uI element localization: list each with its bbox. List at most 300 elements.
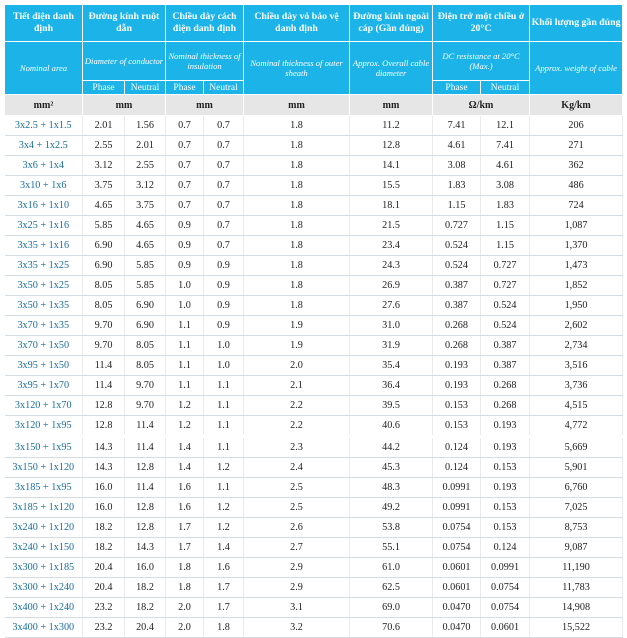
cell-resistance-phase: 0.0470 <box>433 618 481 638</box>
cell-resistance-neutral: 0.387 <box>481 336 530 356</box>
table-row <box>5 518 623 538</box>
table-header <box>5 5 623 116</box>
table-row <box>5 498 623 518</box>
cell-size: 3x95 + 1x50 <box>5 356 83 376</box>
cell-sheath: 1.9 <box>244 336 350 356</box>
cell-weight: 271 <box>530 136 623 156</box>
cell-insulation-neutral: 0.9 <box>204 316 244 336</box>
cell-sheath: 2.0 <box>244 356 350 376</box>
cell-resistance-neutral: 0.193 <box>481 416 530 437</box>
cell-weight: 1,370 <box>530 236 623 256</box>
cell-size: 3x300 + 1x240 <box>5 578 83 598</box>
cell-sheath: 2.6 <box>244 518 350 538</box>
cell-weight: 486 <box>530 176 623 196</box>
cell-conductor-neutral: 3.12 <box>125 176 166 196</box>
cell-weight: 206 <box>530 116 623 136</box>
cell-overall-diameter: 24.3 <box>350 256 433 276</box>
cell-weight: 3,516 <box>530 356 623 376</box>
cell-weight: 5,669 <box>530 437 623 458</box>
cell-overall-diameter: 31.9 <box>350 336 433 356</box>
cell-weight: 4,772 <box>530 416 623 437</box>
cell-insulation-phase: 1.0 <box>166 276 204 296</box>
cell-resistance-neutral: 0.268 <box>481 396 530 416</box>
cell-resistance-neutral: 1.83 <box>481 196 530 216</box>
cell-resistance-neutral: 0.268 <box>481 376 530 396</box>
table-row <box>5 578 623 598</box>
cell-weight: 3,736 <box>530 376 623 396</box>
table-row <box>5 196 623 216</box>
cell-size: 3x240 + 1x150 <box>5 538 83 558</box>
cell-overall-diameter: 12.8 <box>350 136 433 156</box>
cell-size: 3x400 + 1x240 <box>5 598 83 618</box>
cell-overall-diameter: 27.6 <box>350 296 433 316</box>
cell-resistance-neutral: 1.15 <box>481 236 530 256</box>
header-cross-section-en: Nominal area <box>5 42 83 95</box>
cell-resistance-neutral: 0.727 <box>481 256 530 276</box>
cell-resistance-neutral: 0.0754 <box>481 598 530 618</box>
cell-insulation-neutral: 0.7 <box>204 236 244 256</box>
cell-overall-diameter: 49.2 <box>350 498 433 518</box>
cell-size: 3x120 + 1x95 <box>5 416 83 437</box>
unit-insulation: mm <box>166 95 244 116</box>
unit-sheath: mm <box>244 95 350 116</box>
header-insulation-en: Nominal thickness of insulation <box>166 42 244 81</box>
cell-resistance-phase: 0.524 <box>433 256 481 276</box>
cell-resistance-neutral: 0.193 <box>481 437 530 458</box>
cell-conductor-phase: 20.4 <box>83 578 125 598</box>
table-row <box>5 216 623 236</box>
cell-size: 3x35 + 1x16 <box>5 236 83 256</box>
cell-insulation-phase: 0.7 <box>166 196 204 216</box>
cell-size: 3x25 + 1x16 <box>5 216 83 236</box>
cell-resistance-phase: 0.0470 <box>433 598 481 618</box>
cell-resistance-neutral: 0.0601 <box>481 618 530 638</box>
cell-sheath: 1.8 <box>244 296 350 316</box>
cell-insulation-phase: 0.7 <box>166 116 204 136</box>
cell-sheath: 2.3 <box>244 437 350 458</box>
cell-resistance-phase: 3.08 <box>433 156 481 176</box>
cell-conductor-phase: 4.65 <box>83 196 125 216</box>
cell-sheath: 2.5 <box>244 498 350 518</box>
cell-weight: 6,760 <box>530 478 623 498</box>
subheader-resistance-neutral: Neutral <box>481 81 530 95</box>
header-weight-en: Approx. weight of cable <box>530 42 623 95</box>
cell-overall-diameter: 35.4 <box>350 356 433 376</box>
subheader-resistance-phase: Phase <box>433 81 481 95</box>
cell-resistance-phase: 0.524 <box>433 236 481 256</box>
cable-spec-sheet <box>4 4 622 638</box>
cell-resistance-phase: 0.124 <box>433 458 481 478</box>
cell-insulation-phase: 0.9 <box>166 236 204 256</box>
cell-conductor-neutral: 2.01 <box>125 136 166 156</box>
cell-sheath: 1.8 <box>244 156 350 176</box>
cell-resistance-phase: 0.0754 <box>433 518 481 538</box>
cell-resistance-phase: 0.387 <box>433 296 481 316</box>
cell-insulation-neutral: 1.2 <box>204 458 244 478</box>
cell-conductor-neutral: 8.05 <box>125 336 166 356</box>
cell-weight: 1,473 <box>530 256 623 276</box>
cell-conductor-phase: 11.4 <box>83 356 125 376</box>
cell-size: 3x400 + 1x300 <box>5 618 83 638</box>
cell-insulation-neutral: 1.7 <box>204 578 244 598</box>
cell-size: 3x150 + 1x95 <box>5 437 83 458</box>
cell-conductor-neutral: 11.4 <box>125 478 166 498</box>
cell-resistance-phase: 0.727 <box>433 216 481 236</box>
cell-insulation-phase: 1.7 <box>166 518 204 538</box>
cell-sheath: 1.8 <box>244 236 350 256</box>
cell-overall-diameter: 14.1 <box>350 156 433 176</box>
table-row <box>5 256 623 276</box>
cell-conductor-phase: 18.2 <box>83 538 125 558</box>
cell-resistance-neutral: 0.524 <box>481 296 530 316</box>
cell-size: 3x70 + 1x35 <box>5 316 83 336</box>
cell-conductor-phase: 6.90 <box>83 256 125 276</box>
header-cross-section: Tiết diện danh định <box>5 5 83 42</box>
cell-conductor-neutral: 9.70 <box>125 396 166 416</box>
header-resistance: Điện trở một chiều ở 20°C <box>433 5 530 42</box>
cell-insulation-phase: 1.1 <box>166 376 204 396</box>
cell-conductor-neutral: 18.2 <box>125 598 166 618</box>
cell-conductor-phase: 3.75 <box>83 176 125 196</box>
cell-conductor-neutral: 4.65 <box>125 236 166 256</box>
cell-weight: 362 <box>530 156 623 176</box>
cell-sheath: 1.8 <box>244 256 350 276</box>
cell-insulation-phase: 0.9 <box>166 216 204 236</box>
cell-resistance-phase: 0.153 <box>433 416 481 437</box>
table-row <box>5 296 623 316</box>
cell-insulation-neutral: 1.1 <box>204 376 244 396</box>
cell-conductor-phase: 8.05 <box>83 296 125 316</box>
table-row <box>5 538 623 558</box>
cell-size: 3x185 + 1x120 <box>5 498 83 518</box>
cell-weight: 9,087 <box>530 538 623 558</box>
cell-sheath: 2.5 <box>244 478 350 498</box>
cell-overall-diameter: 31.0 <box>350 316 433 336</box>
cell-resistance-neutral: 4.61 <box>481 156 530 176</box>
cell-conductor-phase: 3.12 <box>83 156 125 176</box>
table-row <box>5 598 623 618</box>
cell-conductor-phase: 8.05 <box>83 276 125 296</box>
cell-conductor-phase: 2.01 <box>83 116 125 136</box>
cell-overall-diameter: 69.0 <box>350 598 433 618</box>
table-row <box>5 618 623 638</box>
cell-conductor-neutral: 20.4 <box>125 618 166 638</box>
cell-weight: 7,025 <box>530 498 623 518</box>
cell-size: 3x50 + 1x35 <box>5 296 83 316</box>
cell-conductor-phase: 16.0 <box>83 498 125 518</box>
header-sheath: Chiều dày vỏ bảo vệ danh định <box>244 5 350 42</box>
cell-insulation-phase: 1.0 <box>166 296 204 316</box>
cell-resistance-phase: 0.0601 <box>433 578 481 598</box>
cable-spec-table <box>4 4 623 638</box>
cell-insulation-neutral: 0.7 <box>204 156 244 176</box>
cell-insulation-phase: 1.6 <box>166 478 204 498</box>
cell-insulation-phase: 1.8 <box>166 558 204 578</box>
cell-insulation-phase: 0.7 <box>166 176 204 196</box>
unit-resistance: Ω/km <box>433 95 530 116</box>
cell-resistance-phase: 0.193 <box>433 356 481 376</box>
cell-insulation-phase: 1.7 <box>166 538 204 558</box>
cell-insulation-neutral: 1.6 <box>204 558 244 578</box>
cell-insulation-neutral: 1.7 <box>204 598 244 618</box>
cell-resistance-phase: 0.0601 <box>433 558 481 578</box>
table-row <box>5 236 623 256</box>
cell-overall-diameter: 21.5 <box>350 216 433 236</box>
cell-insulation-phase: 1.1 <box>166 336 204 356</box>
cell-insulation-neutral: 1.0 <box>204 336 244 356</box>
cell-size: 3x95 + 1x70 <box>5 376 83 396</box>
cell-size: 3x50 + 1x25 <box>5 276 83 296</box>
cell-conductor-neutral: 2.55 <box>125 156 166 176</box>
cell-sheath: 2.2 <box>244 416 350 437</box>
cell-insulation-neutral: 1.1 <box>204 478 244 498</box>
cell-resistance-neutral: 0.0991 <box>481 558 530 578</box>
header-conductor-en: Diameter of conductor <box>83 42 166 81</box>
cell-weight: 724 <box>530 196 623 216</box>
cell-conductor-phase: 14.3 <box>83 458 125 478</box>
cell-sheath: 2.1 <box>244 376 350 396</box>
table-row <box>5 396 623 416</box>
cell-conductor-neutral: 18.2 <box>125 578 166 598</box>
cell-conductor-phase: 20.4 <box>83 558 125 578</box>
cell-insulation-phase: 2.0 <box>166 618 204 638</box>
cell-insulation-neutral: 0.7 <box>204 116 244 136</box>
cell-sheath: 1.8 <box>244 276 350 296</box>
cell-conductor-phase: 9.70 <box>83 316 125 336</box>
cell-conductor-neutral: 11.4 <box>125 416 166 437</box>
cell-resistance-phase: 0.193 <box>433 376 481 396</box>
cell-insulation-phase: 0.7 <box>166 156 204 176</box>
cell-conductor-phase: 16.0 <box>83 478 125 498</box>
table-body <box>5 116 623 638</box>
cell-insulation-phase: 1.2 <box>166 416 204 437</box>
cell-insulation-neutral: 1.1 <box>204 437 244 458</box>
cell-insulation-phase: 1.1 <box>166 356 204 376</box>
cell-weight: 1,852 <box>530 276 623 296</box>
cell-overall-diameter: 15.5 <box>350 176 433 196</box>
cell-weight: 15,522 <box>530 618 623 638</box>
cell-insulation-neutral: 1.1 <box>204 396 244 416</box>
header-conductor: Đường kính ruột dẫn <box>83 5 166 42</box>
cell-sheath: 3.1 <box>244 598 350 618</box>
cell-insulation-neutral: 0.9 <box>204 256 244 276</box>
cell-resistance-neutral: 0.153 <box>481 498 530 518</box>
subheader-conductor-phase: Phase <box>83 81 125 95</box>
cell-resistance-phase: 0.268 <box>433 316 481 336</box>
cell-conductor-phase: 18.2 <box>83 518 125 538</box>
cell-size: 3x6 + 1x4 <box>5 156 83 176</box>
cell-overall-diameter: 62.5 <box>350 578 433 598</box>
table-row <box>5 156 623 176</box>
header-resistance-en: DC resistance at 20°C (Max.) <box>433 42 530 81</box>
cell-insulation-phase: 1.4 <box>166 437 204 458</box>
cell-conductor-neutral: 1.56 <box>125 116 166 136</box>
cell-overall-diameter: 18.1 <box>350 196 433 216</box>
cell-sheath: 2.9 <box>244 558 350 578</box>
subheader-insulation-neutral: Neutral <box>204 81 244 95</box>
cell-conductor-neutral: 6.90 <box>125 316 166 336</box>
cell-overall-diameter: 40.6 <box>350 416 433 437</box>
table-row <box>5 136 623 156</box>
cell-overall-diameter: 55.1 <box>350 538 433 558</box>
cell-sheath: 3.2 <box>244 618 350 638</box>
header-sheath-en: Nominal thickness of outer sheath <box>244 42 350 95</box>
cell-insulation-phase: 1.6 <box>166 498 204 518</box>
table-row <box>5 478 623 498</box>
cell-resistance-phase: 1.83 <box>433 176 481 196</box>
header-overall-diameter-en: Approx. Overall cable diameter <box>350 42 433 95</box>
cell-conductor-neutral: 12.8 <box>125 458 166 478</box>
cell-insulation-phase: 1.8 <box>166 578 204 598</box>
cell-overall-diameter: 45.3 <box>350 458 433 478</box>
cell-conductor-phase: 9.70 <box>83 336 125 356</box>
cell-resistance-neutral: 1.15 <box>481 216 530 236</box>
cell-weight: 2,602 <box>530 316 623 336</box>
cell-resistance-phase: 7.41 <box>433 116 481 136</box>
cell-resistance-neutral: 0.153 <box>481 518 530 538</box>
cell-insulation-phase: 2.0 <box>166 598 204 618</box>
cell-conductor-neutral: 12.8 <box>125 498 166 518</box>
cell-weight: 2,734 <box>530 336 623 356</box>
cell-weight: 1,087 <box>530 216 623 236</box>
cell-insulation-neutral: 1.1 <box>204 416 244 437</box>
table-row <box>5 336 623 356</box>
cell-conductor-phase: 23.2 <box>83 618 125 638</box>
cell-conductor-phase: 14.3 <box>83 437 125 458</box>
cell-sheath: 2.4 <box>244 458 350 478</box>
cell-resistance-phase: 0.0991 <box>433 478 481 498</box>
unit-overall: mm <box>350 95 433 116</box>
cell-insulation-phase: 0.7 <box>166 136 204 156</box>
cell-sheath: 2.2 <box>244 396 350 416</box>
cell-resistance-neutral: 0.124 <box>481 538 530 558</box>
cell-weight: 8,753 <box>530 518 623 538</box>
cell-insulation-neutral: 0.9 <box>204 296 244 316</box>
cell-conductor-phase: 23.2 <box>83 598 125 618</box>
cell-sheath: 1.8 <box>244 116 350 136</box>
cell-size: 3x2.5 + 1x1.5 <box>5 116 83 136</box>
cell-insulation-neutral: 0.7 <box>204 216 244 236</box>
cell-insulation-phase: 1.1 <box>166 316 204 336</box>
cell-resistance-neutral: 7.41 <box>481 136 530 156</box>
cell-conductor-neutral: 4.65 <box>125 216 166 236</box>
cell-size: 3x120 + 1x70 <box>5 396 83 416</box>
unit-area: mm² <box>5 95 83 116</box>
cell-conductor-phase: 12.8 <box>83 396 125 416</box>
header-insulation: Chiều dày cách điện danh định <box>166 5 244 42</box>
cell-size: 3x10 + 1x6 <box>5 176 83 196</box>
cell-sheath: 2.7 <box>244 538 350 558</box>
cell-size: 3x300 + 1x185 <box>5 558 83 578</box>
cell-sheath: 1.8 <box>244 216 350 236</box>
cell-sheath: 1.8 <box>244 196 350 216</box>
cell-conductor-phase: 12.8 <box>83 416 125 437</box>
table-row <box>5 356 623 376</box>
cell-resistance-neutral: 12.1 <box>481 116 530 136</box>
cell-resistance-phase: 0.0991 <box>433 498 481 518</box>
cell-overall-diameter: 70.6 <box>350 618 433 638</box>
cell-resistance-neutral: 0.727 <box>481 276 530 296</box>
table-row <box>5 276 623 296</box>
subheader-insulation-phase: Phase <box>166 81 204 95</box>
cell-conductor-neutral: 9.70 <box>125 376 166 396</box>
cell-conductor-phase: 2.55 <box>83 136 125 156</box>
cell-resistance-phase: 0.387 <box>433 276 481 296</box>
cell-insulation-phase: 0.9 <box>166 256 204 276</box>
cell-overall-diameter: 23.4 <box>350 236 433 256</box>
table-row <box>5 176 623 196</box>
cell-weight: 14,908 <box>530 598 623 618</box>
subheader-conductor-neutral: Neutral <box>125 81 166 95</box>
cell-overall-diameter: 26.9 <box>350 276 433 296</box>
cell-size: 3x4 + 1x2.5 <box>5 136 83 156</box>
cell-conductor-neutral: 11.4 <box>125 437 166 458</box>
header-weight: Khối lượng gần đúng <box>530 5 623 42</box>
table-row <box>5 376 623 396</box>
cell-weight: 11,190 <box>530 558 623 578</box>
cell-weight: 1,950 <box>530 296 623 316</box>
cell-insulation-neutral: 1.2 <box>204 518 244 538</box>
cell-size: 3x150 + 1x120 <box>5 458 83 478</box>
cell-weight: 11,783 <box>530 578 623 598</box>
table-row <box>5 458 623 478</box>
cell-overall-diameter: 11.2 <box>350 116 433 136</box>
cell-sheath: 2.9 <box>244 578 350 598</box>
cell-resistance-neutral: 3.08 <box>481 176 530 196</box>
table-row <box>5 437 623 458</box>
cell-insulation-neutral: 1.4 <box>204 538 244 558</box>
cell-weight: 5,901 <box>530 458 623 478</box>
unit-weight: Kg/km <box>530 95 623 116</box>
cell-size: 3x185 + 1x95 <box>5 478 83 498</box>
cell-insulation-neutral: 0.7 <box>204 136 244 156</box>
cell-overall-diameter: 61.0 <box>350 558 433 578</box>
cell-conductor-phase: 11.4 <box>83 376 125 396</box>
cell-conductor-neutral: 6.90 <box>125 296 166 316</box>
cell-insulation-neutral: 1.2 <box>204 498 244 518</box>
cell-insulation-phase: 1.4 <box>166 458 204 478</box>
cell-resistance-phase: 1.15 <box>433 196 481 216</box>
cell-resistance-phase: 4.61 <box>433 136 481 156</box>
cell-weight: 4,515 <box>530 396 623 416</box>
table-row <box>5 558 623 578</box>
cell-sheath: 1.9 <box>244 316 350 336</box>
table-row <box>5 116 623 136</box>
table-row <box>5 416 623 437</box>
cell-insulation-phase: 1.2 <box>166 396 204 416</box>
cell-insulation-neutral: 1.0 <box>204 356 244 376</box>
cell-conductor-neutral: 5.85 <box>125 276 166 296</box>
cell-overall-diameter: 53.8 <box>350 518 433 538</box>
cell-resistance-phase: 0.124 <box>433 437 481 458</box>
cell-sheath: 1.8 <box>244 136 350 156</box>
cell-resistance-neutral: 0.193 <box>481 478 530 498</box>
table-row <box>5 316 623 336</box>
cell-overall-diameter: 36.4 <box>350 376 433 396</box>
cell-conductor-neutral: 14.3 <box>125 538 166 558</box>
cell-insulation-neutral: 0.9 <box>204 276 244 296</box>
header-overall-diameter: Đường kính ngoài cáp (Gần đúng) <box>350 5 433 42</box>
cell-insulation-neutral: 0.7 <box>204 176 244 196</box>
cell-conductor-neutral: 3.75 <box>125 196 166 216</box>
cell-resistance-neutral: 0.0754 <box>481 578 530 598</box>
cell-size: 3x70 + 1x50 <box>5 336 83 356</box>
cell-resistance-neutral: 0.153 <box>481 458 530 478</box>
cell-size: 3x240 + 1x120 <box>5 518 83 538</box>
cell-overall-diameter: 39.5 <box>350 396 433 416</box>
cell-conductor-phase: 5.85 <box>83 216 125 236</box>
cell-conductor-neutral: 12.8 <box>125 518 166 538</box>
